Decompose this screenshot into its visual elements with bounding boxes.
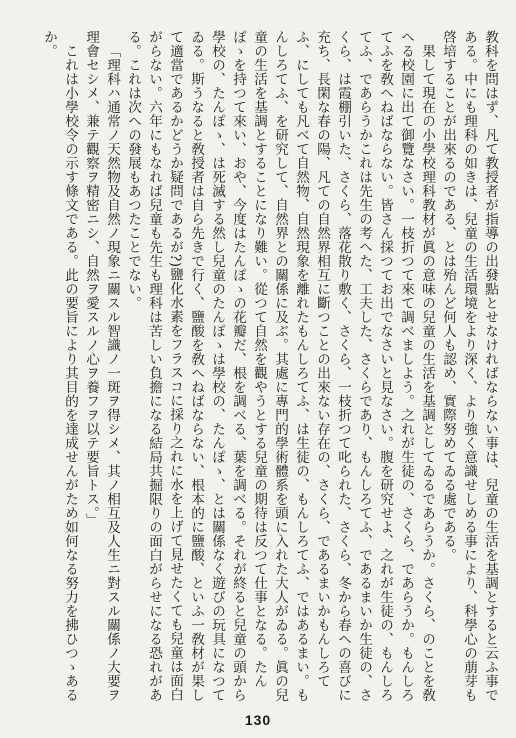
vertical-text-body [16,30,500,702]
paragraph-1: 教科を問はず、凡て教授者が指導の出發點とせなければならない事は、兒童の生活を基調とすると云ふ事である。中にも理科の如きは、兒童の生活環境をより深く、より強く意識せしめる事により、科學心の萠芽も啓培することが出來るのである、とは殆んど何人も認め、實際努めてゐる處である。 [440,30,498,702]
paragraph-quote: 「理科ハ通常ノ天然物及自然ノ現象ニ關スル智識ノ一斑ヲ得シメ、其ノ相互及人生ニ對スル關係ノ大要ヲ理會セシメ、兼テ觀察ヲ精密ニシ、自然ヲ愛スルノ心ヲ養フヲ以テ要旨トス。」 [83,30,120,702]
page-number: 130 [244,712,272,728]
paragraph-4: これは小學校令の示す條文である。此の要旨により其目的を達成せんがため如何なる努力を拂ひつゝあるか。 [41,30,78,702]
paragraph-2: 果して現在の小學校理科教材が眞の意味の兒童の生活を基調としてゐるであらうか。さくら、のことを敎へる校園に出て御覽なさい。一枝折つて來て調べましよう。之れが生徒の、さくら、であらうか。もんしろてふを敎へねばならない。皆さん採つてお出でなさいと見なさい。腹を研究せよ、之れが生徒の、もんしろてふ、であらうかこれは先生の考へた、工夫した、さくらであり、もんしろてふ、であるまいか生徒の、さくら、は霞棚引いた、さくら、落花散り敷く、さくら、一枝折つて叱られた、さくら、冬から春への喜びに充ち、長閑な春の陽、凡ての自然界相互に斷つことの出來ない存在の、さくら、であるまいかもんしろてふ、にしても凡べて自然物、自然現象を離れたもんしろてふ、は生徒の、もんしろてふ、ではあるまい。もんしろてふ、を研究して、自然界との關係に及ぶ。其處に專門的學術體系を頭に入れた大人がゐる。眞の兒童の生活を基調とすることになり難い。從つて自然を觀やうとする兒童の期待は反つて仕事となる。たんぽゝを持つて來い、おや、今度はたんぽゝの花瓣だ、根を調べる、葉を調べる。それが終ると兒童の頭から學校の、たんぽゝ、は死滅する然し兒童のたんぽゝは學校の、たんぽゝ、とは關係なく遊びの玩具になつてゐる。斯うなると敎授者は自ら先きで行く、鹽酸を敎へねばならない、根本的に鹽酸、といふ一敎材が果して適當であるかどうか疑問であるが?)鹽化水素をフラスコに採り之れに水を上げて見せたくても兒童は面白がらない。六年にもなれば兒童も先生も理科は苦しい負擔になる結局共掘限りの面白がらせになる恐れがある。これは次への發展もあつたことでない。 [125,30,435,702]
